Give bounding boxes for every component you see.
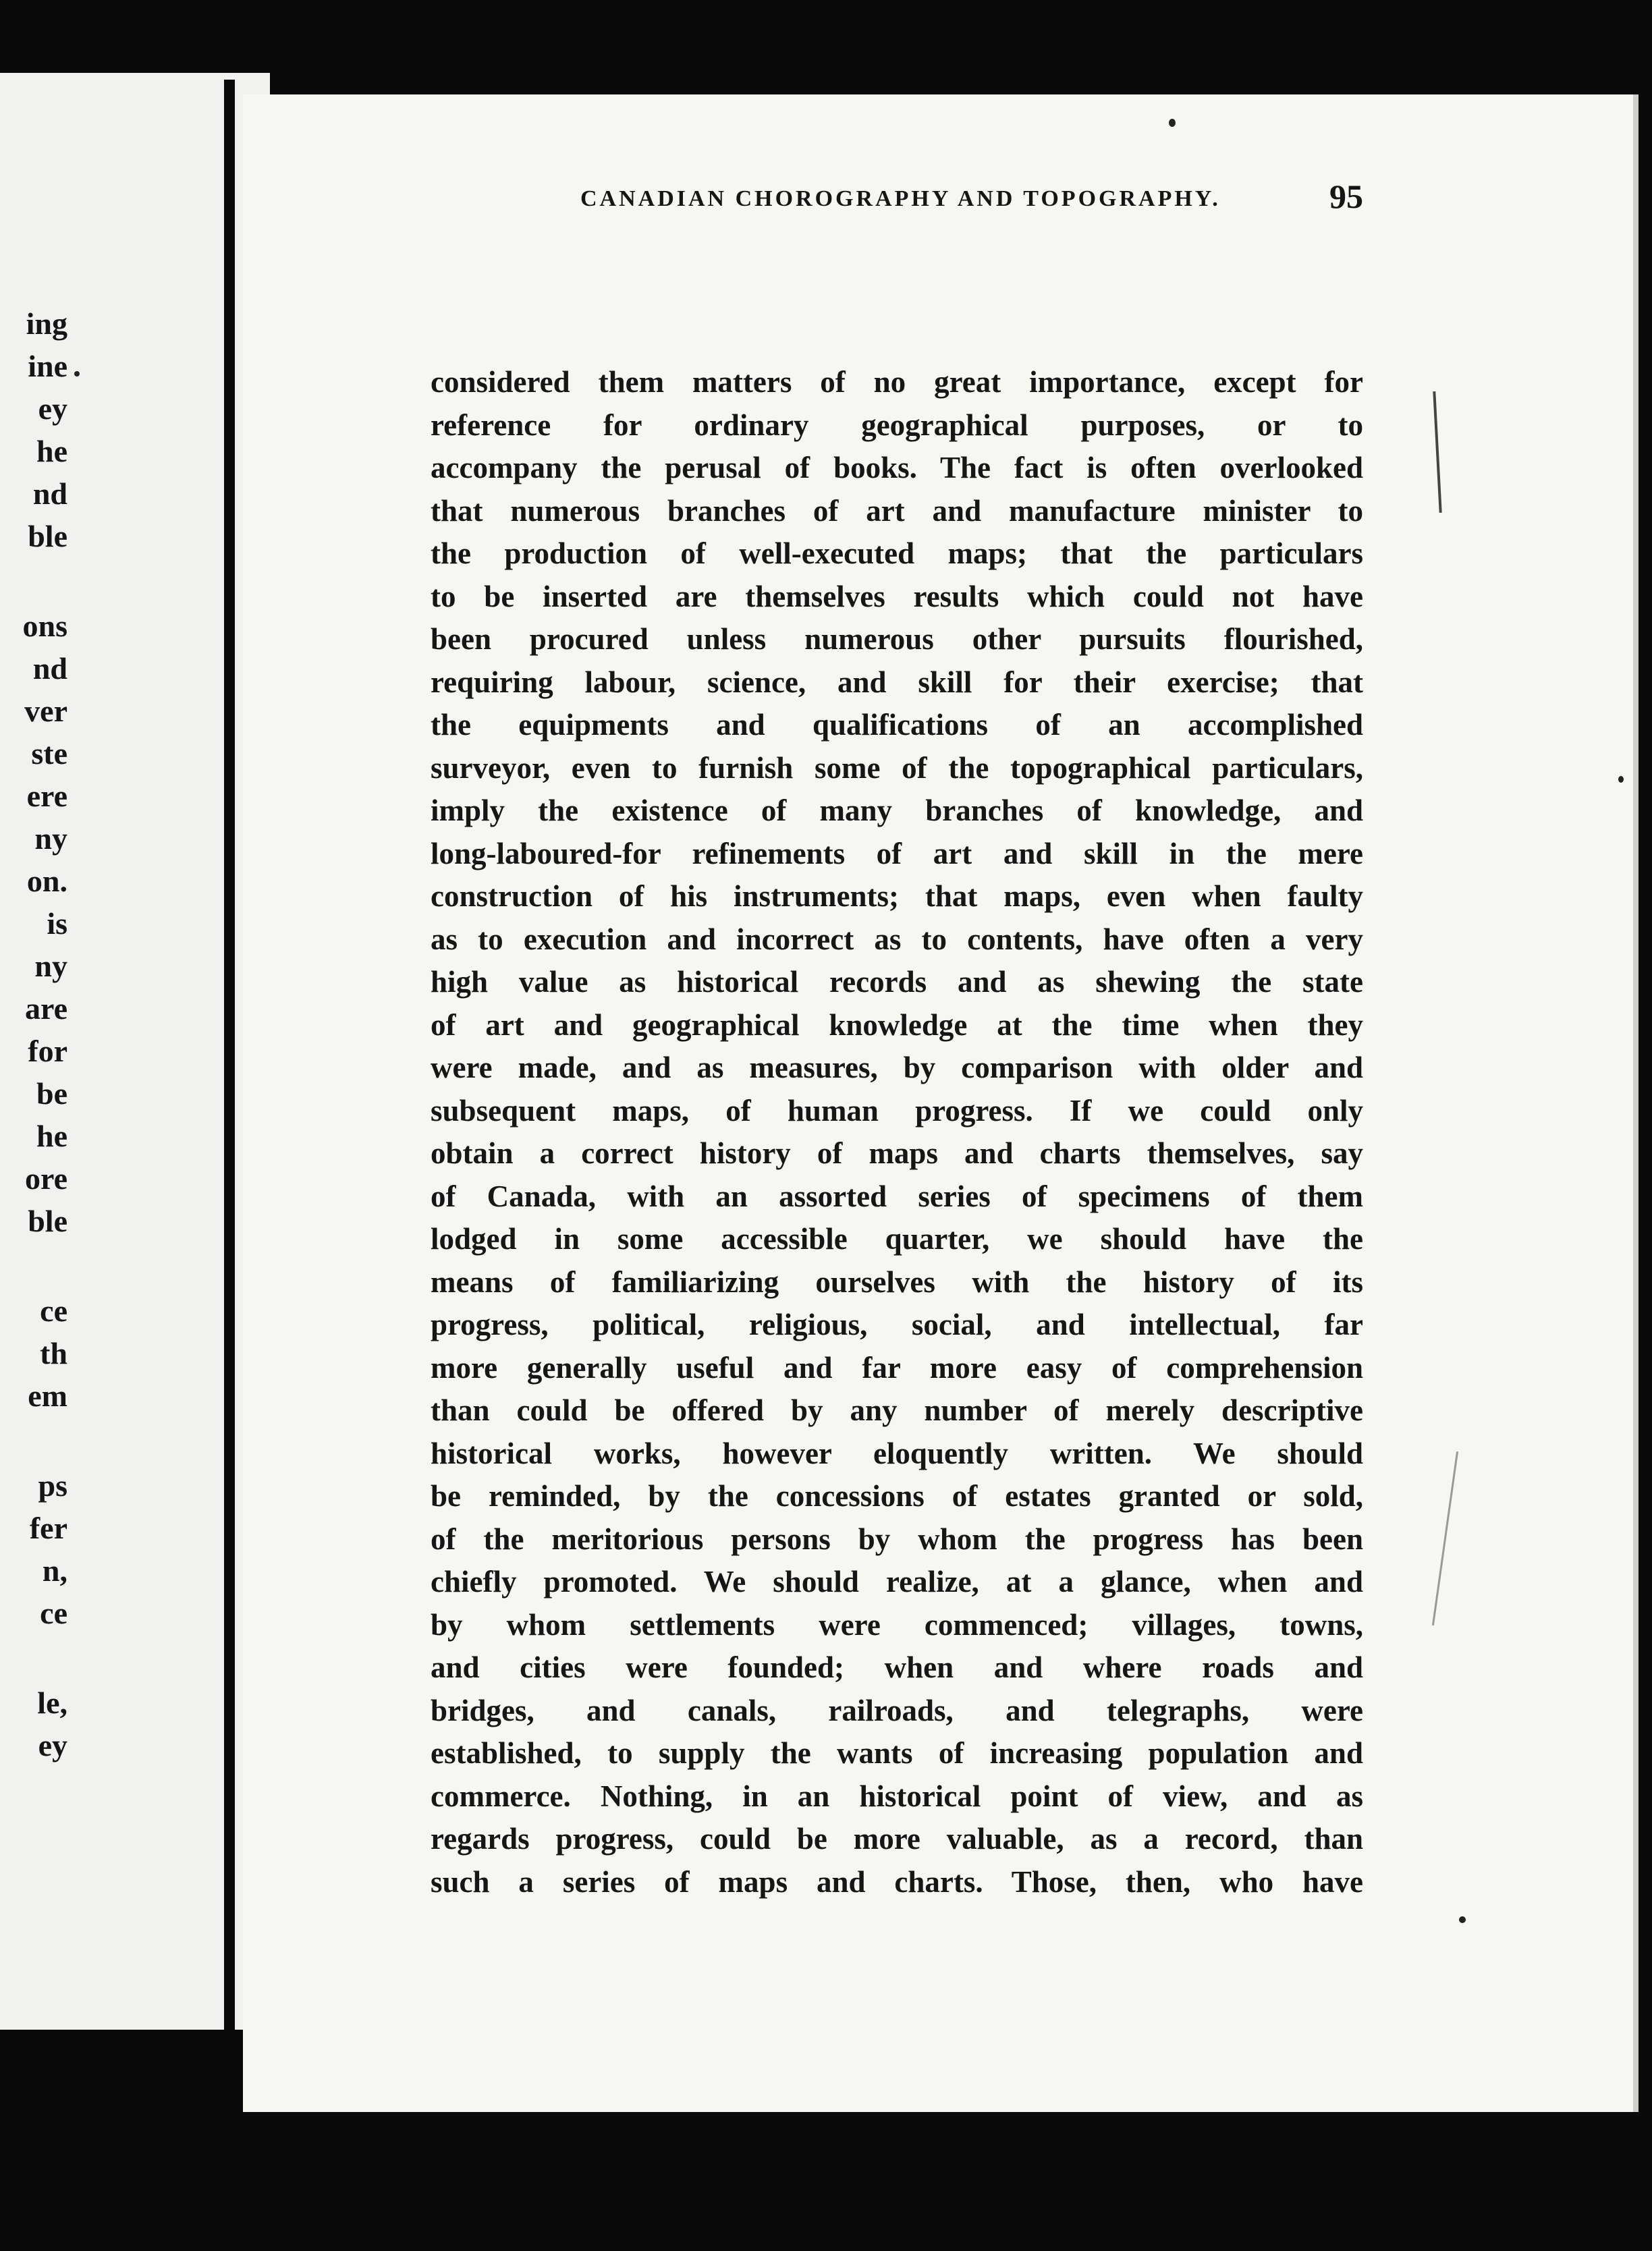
dust-speck	[1459, 1916, 1466, 1923]
text-line: to be inserted are themselves results which could not have	[431, 579, 1363, 613]
text-line: obtain a correct history of maps and charts themselves, say	[431, 1136, 1363, 1170]
text-line: requiring labour, science, and skill for their exercise; that	[431, 665, 1363, 699]
text-line: more generally useful and far more easy of comprehension	[431, 1350, 1363, 1385]
dust-speck	[74, 371, 80, 377]
text-line: of the meritorious persons by whom the progress has been	[431, 1522, 1363, 1556]
text-line: bridges, and canals, railroads, and telegraphs, were	[431, 1693, 1363, 1727]
left-fragment: ps	[38, 1468, 67, 1503]
left-fragment: on.	[26, 864, 67, 898]
left-fragment: ble	[28, 519, 67, 553]
left-fragment: ny	[34, 821, 67, 856]
text-line: the equipments and qualifications of an accomplished	[431, 708, 1363, 742]
left-fragment: nd	[32, 651, 67, 686]
text-line: as to execution and incorrect as to contents, have often a very	[431, 922, 1363, 956]
body-text	[431, 361, 1363, 1903]
text-line: subsequent maps, of human progress. If we could only	[431, 1093, 1363, 1128]
text-line: been procured unless numerous other pursuits flourished,	[431, 622, 1363, 656]
left-fragment: for	[28, 1034, 67, 1068]
text-line: regards progress, could be more valuable, as a record, than	[431, 1822, 1363, 1856]
text-line: accompany the perusal of books. The fact is often overlooked	[431, 451, 1363, 484]
text-line: commerce. Nothing, in an historical point of view, and as	[431, 1779, 1363, 1813]
text-line: progress, political, religious, social, and intellectual, far	[431, 1308, 1363, 1341]
text-line: surveyor, even to furnish some of the topographical particulars,	[431, 750, 1363, 785]
left-fragment: ey	[38, 391, 67, 426]
left-fragment: he	[36, 1119, 67, 1153]
text-line: chiefly promoted. We should realize, at a glance, when and	[431, 1565, 1363, 1599]
left-fragment: nd	[32, 476, 67, 511]
left-fragment: ce	[40, 1596, 67, 1630]
left-fragment: ce	[40, 1294, 67, 1328]
text-line: imply the existence of many branches of knowledge, and	[431, 794, 1363, 827]
text-line: long-laboured-for refinements of art and skill in the mere	[431, 836, 1363, 870]
text-line: by whom settlements were commenced; villages, towns,	[431, 1607, 1363, 1642]
running-head-title: CANADIAN CHOROGRAPHY AND TOPOGRAPHY.	[580, 186, 1221, 211]
dust-speck	[1169, 119, 1176, 127]
text-line: considered them matters of no great importance, except for	[431, 365, 1363, 399]
left-fragment: ver	[24, 694, 67, 728]
left-fragment: ing	[26, 306, 67, 341]
left-fragment: le,	[37, 1686, 67, 1720]
left-fragment: ey	[38, 1728, 67, 1762]
left-fragment: be	[36, 1076, 67, 1111]
left-fragment: is	[47, 906, 67, 941]
text-line: the production of well-executed maps; that the particulars	[431, 536, 1363, 570]
text-line: established, to supply the wants of increasing population and	[431, 1736, 1363, 1770]
text-line: than could be offered by any number of merely descriptive	[431, 1393, 1363, 1427]
page-number: 95	[1329, 177, 1363, 215]
left-fragment: ny	[34, 949, 67, 983]
left-fragment: th	[40, 1336, 67, 1370]
text-line: high value as historical records and as shewing the state	[431, 965, 1363, 999]
left-fragment: ble	[28, 1204, 67, 1238]
text-line: were made, and as measures, by comparison with older and	[431, 1051, 1363, 1084]
left-fragment: are	[24, 991, 67, 1026]
left-fragment: n,	[42, 1553, 67, 1588]
left-fragment: ore	[24, 1161, 67, 1196]
left-fragment: em	[28, 1379, 67, 1413]
text-line: lodged in some accessible quarter, we should have the	[431, 1222, 1363, 1256]
text-line: that numerous branches of art and manufacture minister to	[431, 493, 1363, 528]
text-line: of art and geographical knowledge at the time when they	[431, 1007, 1363, 1042]
page-gutter	[224, 80, 235, 2063]
left-fragment: ste	[31, 736, 67, 771]
text-line: and cities were founded; when and where roads and	[431, 1650, 1363, 1684]
left-fragment: ere	[26, 779, 67, 813]
text-line: be reminded, by the concessions of estates granted or sold,	[431, 1479, 1363, 1513]
text-line: of Canada, with an assorted series of specimens of them	[431, 1179, 1363, 1213]
left-fragment: he	[36, 434, 67, 468]
text-line: reference for ordinary geographical purposes, or to	[431, 408, 1363, 442]
left-fragment: ine	[28, 349, 67, 383]
left-fragment: fer	[29, 1511, 67, 1545]
text-line: such a series of maps and charts. Those, then, who have	[431, 1864, 1363, 1899]
text-line: historical works, however eloquently written. We should	[431, 1436, 1363, 1470]
left-fragment: ons	[22, 609, 67, 643]
text-line: means of familiarizing ourselves with the history of its	[431, 1265, 1363, 1299]
running-head	[580, 177, 1363, 217]
dust-speck	[1618, 776, 1624, 783]
text-line: construction of his instruments; that maps, even when faulty	[431, 879, 1363, 913]
